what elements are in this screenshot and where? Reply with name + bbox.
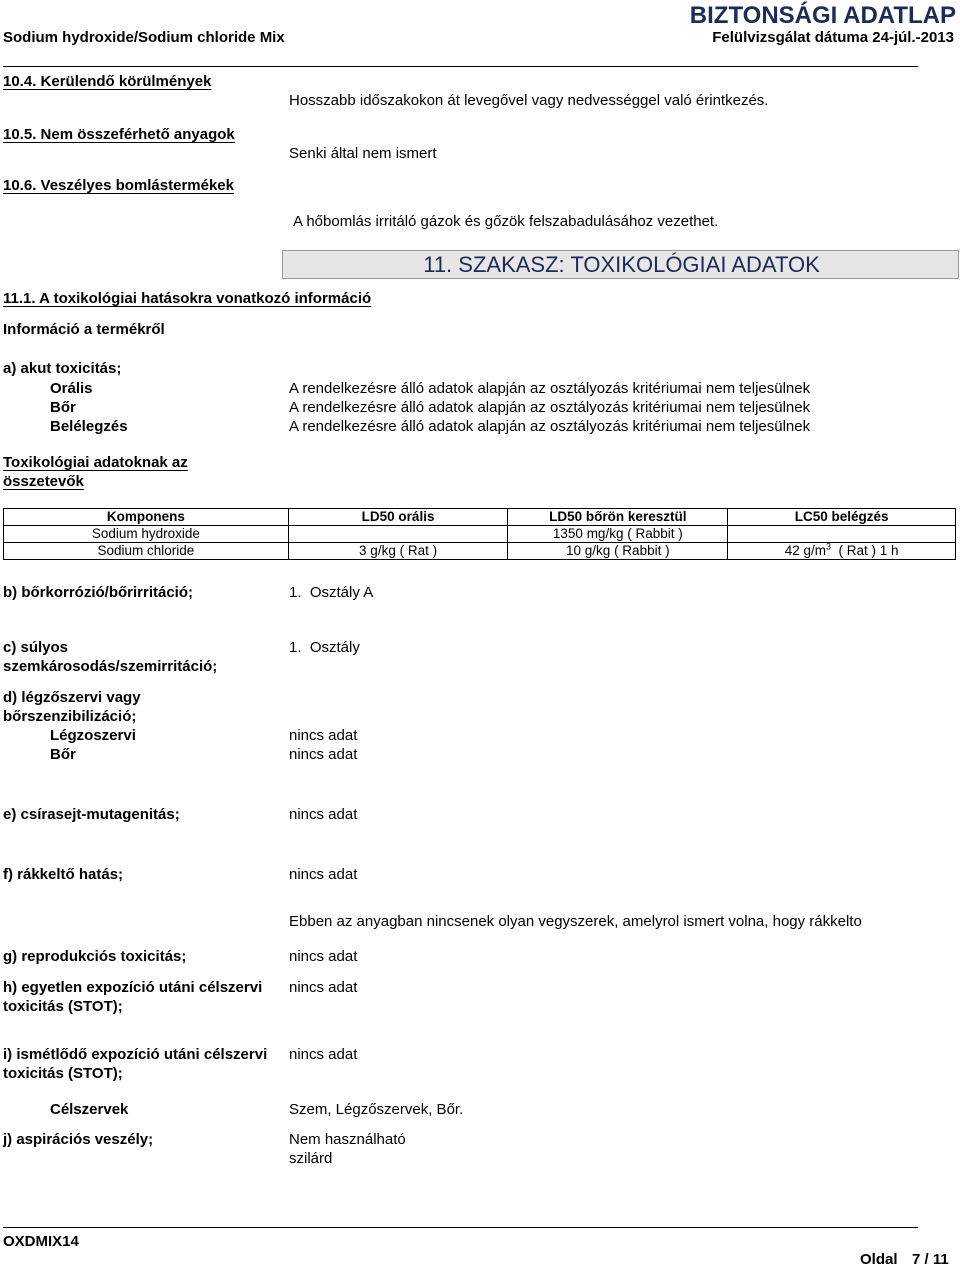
sensitisation-label-line1: d) légzőszervi vagy (3, 689, 141, 706)
toxicology-table (3, 508, 956, 560)
s10-5-heading: 10.5. Nem összeférhető anyagok (3, 126, 235, 143)
lc50-value: 42 g/m (784, 543, 826, 558)
skin-sens-value: nincs adat (289, 746, 358, 763)
carcinogenicity-value: nincs adat (289, 866, 358, 883)
document-title: BIZTONSÁGI ADATLAP (689, 2, 956, 29)
inhalation-value: A rendelkezésre álló adatok alapján az osztályozás kritériumai nem teljesülnek (289, 418, 811, 435)
reproductive-value: nincs adat (289, 948, 358, 965)
table-header: Komponens (4, 509, 289, 526)
stot-single-value: nincs adat (289, 979, 358, 996)
table-header: LD50 bőrön keresztül (508, 509, 728, 526)
skin-corrosion-label: b) bőrkorrózió/bőrirritáció; (3, 584, 194, 601)
table-row (4, 526, 956, 543)
carcinogenicity-note: Ebben az anyagban nincsenek olyan vegyszerek, amelyrol ismert volna, hogy rákkelto (289, 913, 862, 930)
section-11-banner (282, 250, 959, 279)
stot-single-label-line2: toxicitás (STOT); (3, 998, 123, 1015)
s10-5-value: Senki által nem ismert (289, 145, 437, 162)
skin-value: A rendelkezésre álló adatok alapján az osztályozás kritériumai nem teljesülnek (289, 399, 811, 416)
aspiration-value-line2: szilárd (289, 1150, 333, 1167)
stot-repeated-label-line2: toxicitás (STOT); (3, 1065, 123, 1082)
skin-label: Bőr (50, 399, 76, 416)
table-row (4, 543, 956, 560)
stot-repeated-value: nincs adat (289, 1046, 358, 1063)
footer-rule (3, 1227, 918, 1228)
components-heading-line2: összetevők (3, 473, 84, 490)
target-organs-value: Szem, Légzőszervek, Bőr. (289, 1101, 464, 1118)
table-cell (728, 543, 956, 560)
s11-1-heading: 11.1. A toxikológiai hatásokra vonatkozó információ (3, 290, 372, 307)
carcinogenicity-label: f) rákkeltő hatás; (3, 866, 124, 883)
eye-damage-label-line1: c) súlyos (3, 639, 69, 656)
respiratory-label: Légzoszervi (50, 727, 136, 744)
header-rule (3, 66, 918, 67)
table-header-row (4, 509, 956, 526)
stot-repeated-label-line1: i) ismétlődő expozíció utáni célszervi (3, 1046, 268, 1063)
reproductive-label: g) reprodukciós toxicitás; (3, 948, 187, 965)
acute-toxicity-label: a) akut toxicitás; (3, 360, 122, 377)
mutagenicity-label: e) csírasejt-mutagenitás; (3, 806, 180, 823)
aspiration-label: j) aspirációs veszély; (3, 1131, 154, 1148)
page-label: Oldal (860, 1251, 898, 1268)
product-name: Sodium hydroxide/Sodium chloride Mix (3, 29, 285, 46)
oral-value: A rendelkezésre álló adatok alapján az osztályozás kritériumai nem teljesülnek (289, 380, 811, 397)
stot-single-label-line1: h) egyetlen expozíció utáni célszervi (3, 979, 263, 996)
table-cell (728, 526, 956, 543)
table-cell (288, 526, 508, 543)
skin-corrosion-value: 1. Osztály A (289, 584, 374, 601)
s10-4-value: Hosszabb időszakokon át levegővel vagy nedvességgel való érintkezés. (289, 92, 769, 109)
eye-damage-value: 1. Osztály (289, 639, 360, 656)
table-cell: 3 g/kg ( Rat ) (288, 543, 508, 560)
skin-sens-label: Bőr (50, 746, 76, 763)
section-11-title: 11. SZAKASZ: TOXIKOLÓGIAI ADATOK (423, 252, 820, 277)
table-header: LC50 belégzés (728, 509, 956, 526)
table-cell: Sodium chloride (4, 543, 289, 560)
document-code: OXDMIX14 (3, 1233, 79, 1250)
target-organs-label: Célszervek (50, 1101, 129, 1118)
mutagenicity-value: nincs adat (289, 806, 358, 823)
lc50-species: ( Rat ) 1 h (830, 543, 899, 558)
product-info-heading: Információ a termékről (3, 321, 165, 338)
table-cell: 1350 mg/kg ( Rabbit ) (508, 526, 728, 543)
table-cell: 10 g/kg ( Rabbit ) (508, 543, 728, 560)
lc50-unit-exponent: 3 (825, 541, 831, 552)
sensitisation-label-line2: bőrszenzibilizáció; (3, 708, 137, 725)
revision-date: Felülvizsgálat dátuma 24-júl.-2013 (712, 29, 954, 46)
table-header: LD50 orális (288, 509, 508, 526)
s10-6-heading: 10.6. Veszélyes bomlástermékek (3, 177, 234, 194)
s10-6-value: A hőbomlás irritáló gázok és gőzök felszabadulásához vezethet. (293, 213, 719, 230)
aspiration-value-line1: Nem használható (289, 1131, 406, 1148)
oral-label: Orális (50, 380, 93, 397)
respiratory-value: nincs adat (289, 727, 358, 744)
s10-4-heading: 10.4. Kerülendő körülmények (3, 73, 212, 90)
table-cell: Sodium hydroxide (4, 526, 289, 543)
eye-damage-label-line2: szemkárosodás/szemirritáció; (3, 658, 218, 675)
page-number: 7 / 11 (912, 1251, 949, 1268)
inhalation-label: Belélegzés (50, 418, 128, 435)
components-heading-line1: Toxikológiai adatoknak az (3, 454, 188, 471)
